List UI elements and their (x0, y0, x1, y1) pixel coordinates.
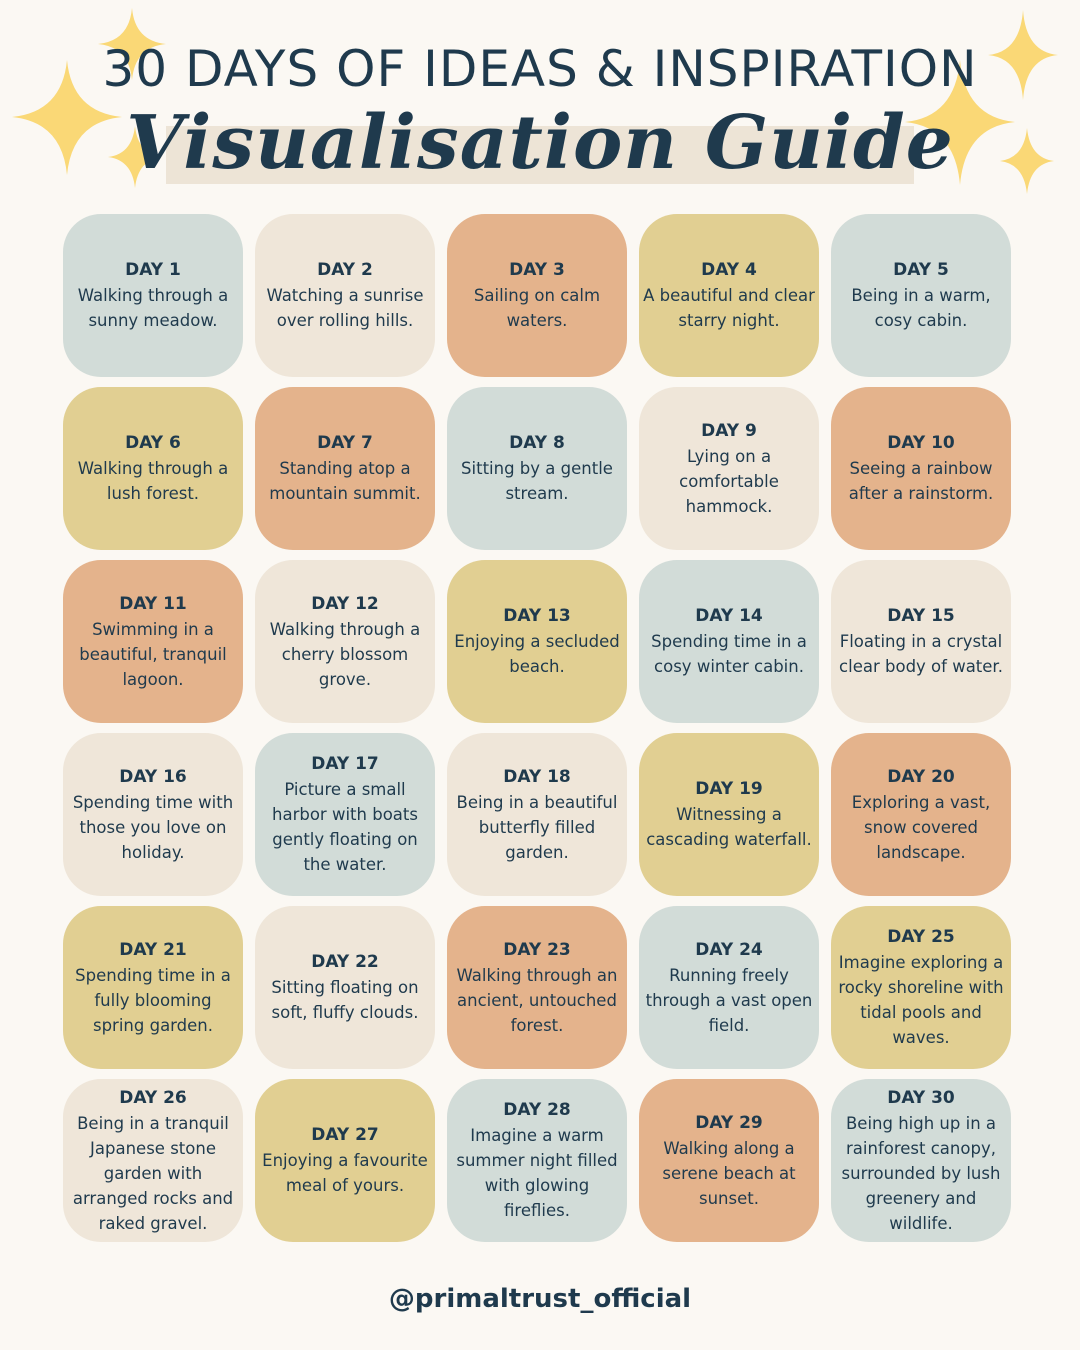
day-label: DAY 21 (119, 939, 187, 960)
day-description: Walking through an ancient, untouched forest. (456, 965, 618, 1035)
day-card (831, 214, 1011, 377)
page-subtitle: Visualisation Guide (126, 100, 954, 186)
day-card (255, 1079, 435, 1242)
day-card (63, 560, 243, 723)
social-handle: @primaltrust_official (388, 1284, 692, 1314)
day-card (639, 733, 819, 896)
day-label: DAY 2 (317, 260, 373, 280)
day-description: Enjoying a secluded beach. (454, 632, 620, 676)
day-label: DAY 5 (893, 260, 949, 280)
day-label: DAY 24 (695, 939, 763, 960)
day-label: DAY 15 (887, 606, 955, 626)
day-label: DAY 6 (125, 433, 181, 453)
day-description: Spending time with those you love on holiday. (72, 792, 234, 862)
day-card (831, 733, 1011, 896)
day-label: DAY 26 (119, 1087, 187, 1108)
day-description: Witnessing a cascading waterfall. (646, 805, 812, 849)
day-label: DAY 12 (311, 593, 379, 614)
day-label: DAY 22 (311, 952, 379, 972)
day-description: Imagine exploring a rocky shoreline with tidal pools and waves. (838, 953, 1004, 1047)
day-label: DAY 25 (887, 927, 955, 947)
day-label: DAY 16 (119, 766, 187, 787)
day-label: DAY 30 (887, 1087, 955, 1108)
day-card (255, 560, 435, 723)
day-card (639, 387, 819, 550)
day-label: DAY 23 (503, 939, 571, 960)
page-title: 30 DAYS OF IDEAS & INSPIRATION (102, 40, 978, 98)
day-card (255, 214, 435, 377)
day-card (63, 733, 243, 896)
day-description: Exploring a vast, snow covered landscape. (851, 792, 991, 862)
day-description: Walking along a serene beach at sunset. (662, 1138, 796, 1208)
day-description: Imagine a warm summer night filled with glowing fireflies. (456, 1126, 618, 1220)
day-description: Lying on a comfortable hammock. (679, 446, 779, 516)
day-label: DAY 20 (887, 766, 955, 787)
day-label: DAY 19 (695, 779, 763, 799)
day-card (255, 906, 435, 1069)
day-description: Being in a beautiful butterfly filled garden. (456, 792, 618, 862)
day-description: Walking through a lush forest. (77, 459, 229, 503)
day-description: Swimming in a beautiful, tranquil lagoon. (79, 619, 227, 689)
day-card (639, 214, 819, 377)
day-label: DAY 3 (509, 260, 565, 280)
day-card (447, 560, 627, 723)
day-description: A beautiful and clear starry night. (643, 286, 815, 330)
day-label: DAY 27 (311, 1125, 379, 1145)
day-card (447, 214, 627, 377)
day-label: DAY 9 (701, 420, 757, 441)
day-description: Standing atop a mountain summit. (269, 459, 421, 503)
day-card (639, 560, 819, 723)
day-grid (63, 214, 1011, 1242)
day-description: Spending time in a fully blooming spring garden. (75, 965, 231, 1035)
day-description: Sitting by a gentle stream. (461, 459, 613, 503)
day-label: DAY 13 (503, 606, 571, 626)
day-description: Seeing a rainbow after a rainstorm. (848, 459, 994, 503)
day-label: DAY 10 (887, 433, 955, 453)
day-card (63, 906, 243, 1069)
day-card (447, 906, 627, 1069)
day-label: DAY 8 (509, 433, 565, 453)
day-card (831, 560, 1011, 723)
day-card (63, 387, 243, 550)
day-card (63, 1079, 243, 1242)
day-label: DAY 7 (317, 433, 373, 453)
day-description: Watching a sunrise over rolling hills. (266, 286, 424, 330)
day-label: DAY 17 (311, 754, 379, 774)
day-card (639, 906, 819, 1069)
day-description: Walking through a cherry blossom grove. (269, 619, 421, 689)
day-description: Enjoying a favourite meal of yours. (262, 1151, 428, 1195)
day-description: Being in a warm, cosy cabin. (851, 286, 991, 330)
day-description: Walking through a sunny meadow. (77, 286, 229, 330)
day-label: DAY 28 (503, 1100, 571, 1120)
day-description: Sailing on calm waters. (473, 286, 601, 330)
day-label: DAY 4 (701, 260, 757, 280)
day-card (255, 733, 435, 896)
day-label: DAY 18 (503, 766, 571, 787)
day-label: DAY 11 (119, 593, 187, 614)
day-card (639, 1079, 819, 1242)
day-card (255, 387, 435, 550)
day-description: Running freely through a vast open field. (645, 965, 813, 1035)
day-label: DAY 14 (695, 606, 763, 626)
day-description: Being high up in a rainforest canopy, surrounded by lush greenery and wildlife. (841, 1113, 1001, 1233)
day-card (63, 214, 243, 377)
day-description: Spending time in a cosy winter cabin. (651, 632, 807, 676)
day-card (447, 1079, 627, 1242)
day-description: Being in a tranquil Japanese stone garden with arranged rocks and raked gravel. (72, 1113, 234, 1233)
day-card (447, 733, 627, 896)
day-label: DAY 29 (695, 1112, 763, 1133)
day-description: Sitting floating on soft, fluffy clouds. (271, 978, 419, 1022)
day-card (831, 1079, 1011, 1242)
day-card (447, 387, 627, 550)
day-description: Picture a small harbor with boats gently floating on the water. (272, 780, 418, 874)
day-card (831, 387, 1011, 550)
day-label: DAY 1 (125, 260, 181, 280)
day-description: Floating in a crystal clear body of water. (839, 632, 1003, 676)
day-card (831, 906, 1011, 1069)
